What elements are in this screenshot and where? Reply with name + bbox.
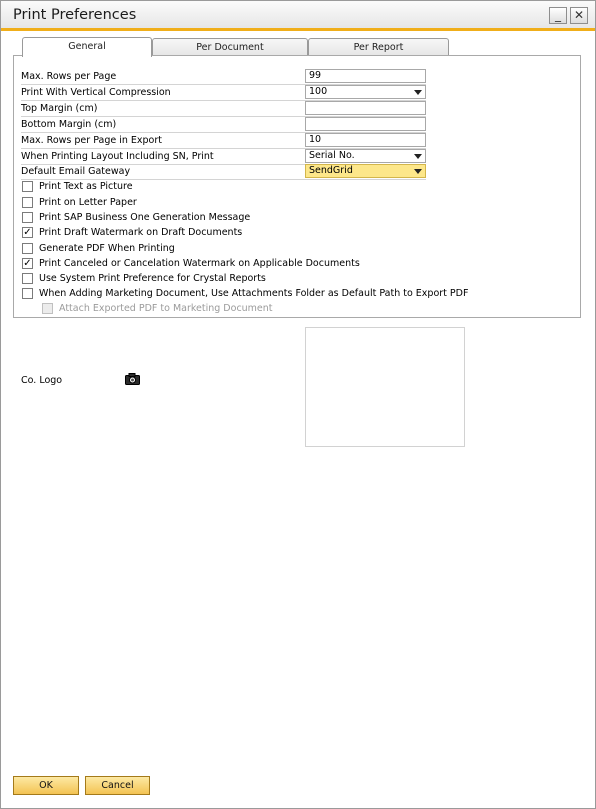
checkbox-box[interactable] (22, 273, 33, 284)
checkbox-label: Print Text as Picture (39, 181, 133, 192)
title-accent-bar (1, 28, 595, 31)
chevron-down-icon (414, 90, 422, 95)
checkbox-label: Attach Exported PDF to Marketing Document (59, 303, 273, 314)
minimize-button[interactable] (549, 7, 567, 24)
field-label-vertical-compression: Print With Vertical Compression (21, 85, 426, 101)
tab-per-document[interactable] (152, 38, 308, 56)
logo-image-area[interactable] (305, 327, 465, 447)
tab-per-report-label: Per Report (353, 42, 404, 53)
bottom-margin-input[interactable] (305, 117, 426, 131)
checkbox-label: Print on Letter Paper (39, 197, 137, 208)
close-button[interactable] (570, 7, 588, 24)
chevron-down-icon (414, 154, 422, 159)
tab-general[interactable] (22, 37, 152, 57)
max-rows-input[interactable]: 99 (305, 69, 426, 83)
checkbox-label: Print Canceled or Cancelation Watermark on Applicable Documents (39, 258, 360, 269)
title-bar[interactable] (1, 1, 595, 31)
checkbox-box[interactable] (22, 227, 33, 238)
checkbox-box[interactable] (22, 197, 33, 208)
top-margin-input[interactable] (305, 101, 426, 115)
checkbox-box[interactable] (22, 258, 33, 269)
tab-per-report[interactable] (308, 38, 449, 56)
tab-per-document-label: Per Document (196, 42, 264, 53)
check-icon: ✓ (23, 258, 32, 269)
camera-icon[interactable] (125, 373, 140, 385)
sn-print-select[interactable] (305, 149, 426, 163)
co-logo-label: Co. Logo (21, 375, 63, 386)
field-label-email-gateway: Default Email Gateway (21, 164, 426, 180)
max-rows-export-input[interactable]: 10 (305, 133, 426, 147)
window-title: Print Preferences (13, 7, 137, 23)
field-label-max-rows-export: Max. Rows per Page in Export (21, 133, 426, 149)
cancel-button[interactable]: Cancel (85, 776, 150, 795)
ok-button[interactable]: OK (13, 776, 79, 795)
close-icon: ✕ (573, 8, 585, 22)
checkbox-label: Use System Print Preference for Crystal Reports (39, 273, 266, 284)
email-gateway-value: SendGrid (309, 165, 353, 176)
checkbox-box (42, 303, 53, 314)
tab-general-label: General (68, 41, 106, 52)
field-label-top-margin: Top Margin (cm) (21, 101, 426, 117)
chevron-down-icon (414, 169, 422, 174)
checkbox-box[interactable] (22, 288, 33, 299)
checkbox-box[interactable] (22, 212, 33, 223)
sn-print-value: Serial No. (309, 150, 355, 161)
vertical-compression-select[interactable] (305, 85, 426, 99)
checkbox-label: Print Draft Watermark on Draft Documents (39, 227, 243, 238)
checkbox-label: Print SAP Business One Generation Message (39, 212, 251, 223)
email-gateway-select[interactable] (305, 164, 426, 178)
minimize-icon: _ (555, 8, 561, 22)
field-label-sn-print: When Printing Layout Including SN, Print (21, 149, 426, 165)
checkbox-box[interactable] (22, 181, 33, 192)
field-label-bottom-margin: Bottom Margin (cm) (21, 117, 426, 133)
checkbox-box[interactable] (22, 243, 33, 254)
check-icon: ✓ (23, 227, 32, 238)
field-label-max-rows: Max. Rows per Page (21, 69, 426, 85)
checkbox-label: Generate PDF When Printing (39, 243, 175, 254)
checkbox-label: When Adding Marketing Document, Use Attachments Folder as Default Path to Export PDF (39, 288, 469, 299)
vertical-compression-value: 100 (309, 86, 328, 97)
